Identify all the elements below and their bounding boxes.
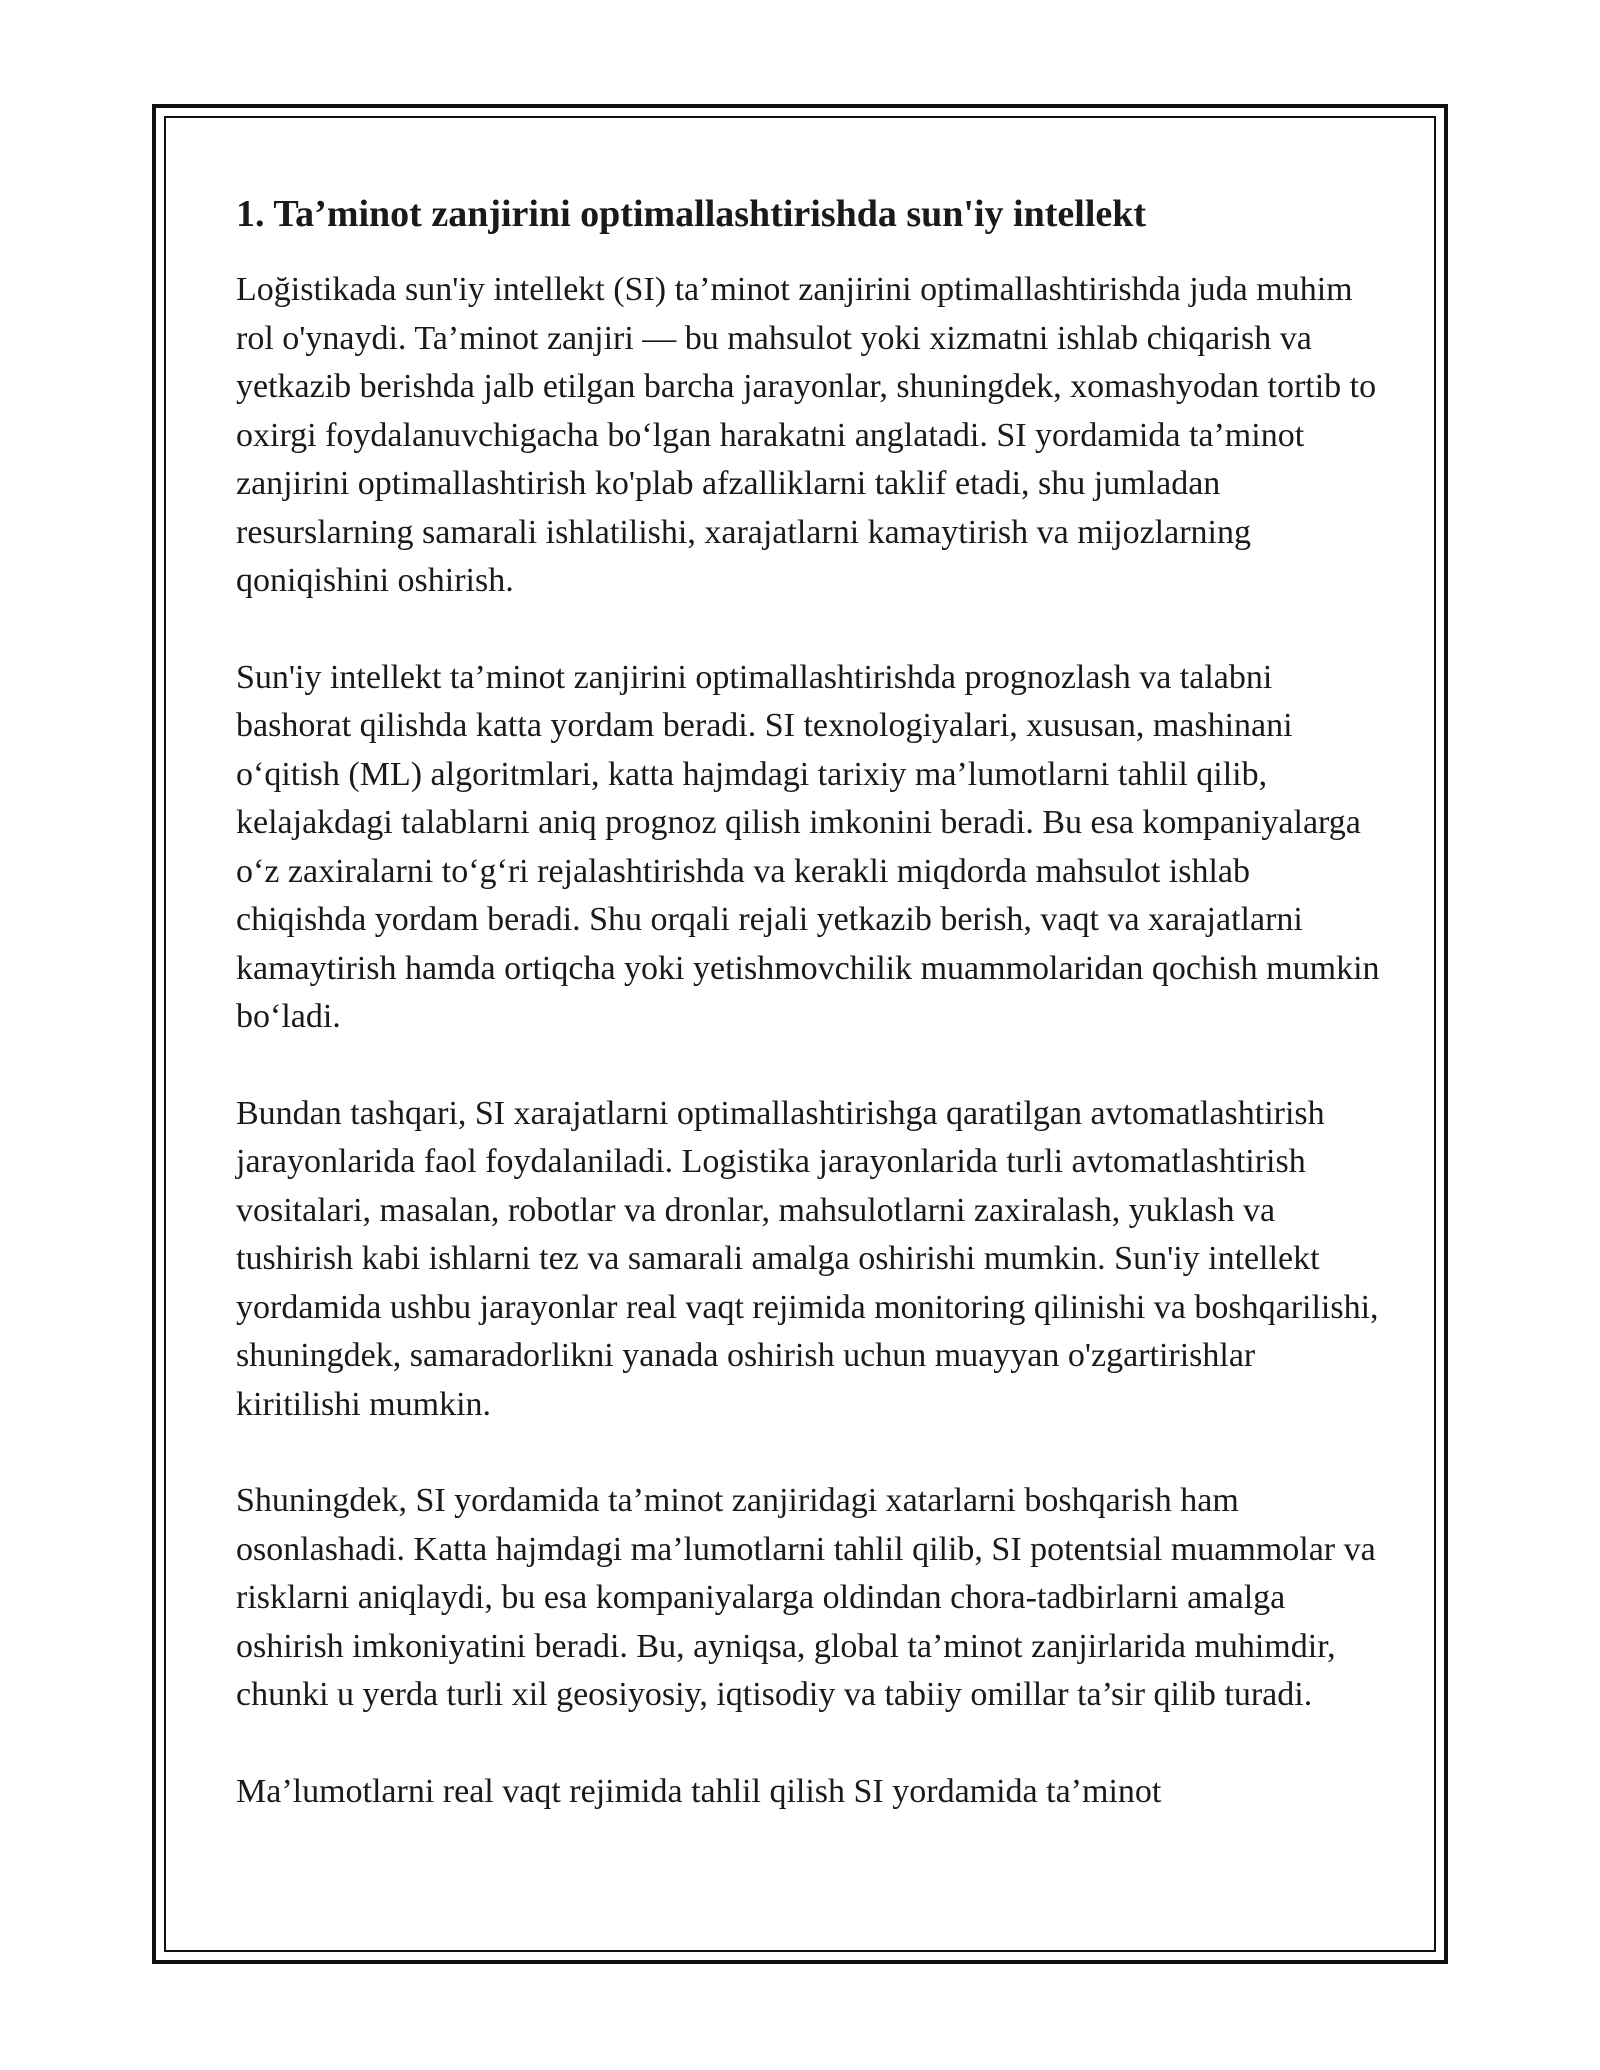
- paragraph-5: Ma’lumotlarni real vaqt rejimida tahlil qilish SI yordamida ta’minot: [236, 1772, 1162, 1810]
- paragraph-2: Sun'iy intellekt ta’minot zanjirini optimallashtirishda prognozlash va talabni bashorat qilishda katta yordam beradi. SI texnologiyalari, xususan, mashinani oʻqitish (ML) algoritmlari, katta hajmdagi tarixiy ma’lumotlarni tahlil qilib, kelajakdagi talablarni aniq prognoz qilish imkonini beradi. Bu esa kompaniyalarga oʻz zaxiralarni toʻgʻri rejalashtirishda va kerakli miqdorda mahsulot ishlab chiqishda yordam beradi. Shu orqali rejali yetkazib berish, vaqt va xarajatlarni kamaytirish hamda ortiqcha yoki yetishmovchilik muammolaridan qochish mumkin boʻladi.: [236, 658, 1380, 1035]
- document-body: [236, 190, 1386, 1816]
- paragraph-1: Loğistikada sun'iy intellekt (SI) ta’minot zanjirini optimallashtirishda juda muhim rol o'ynaydi. Ta’minot zanjiri — bu mahsulot yoki xizmatni ishlab chiqarish va yetkazib berishda jalb etilgan barcha jarayonlar, shuningdek, xomashyodan tortib to oxirgi foydalanuvchigacha boʻlgan harakatni anglatadi. SI yordamida ta’minot zanjirini optimallashtirish ko'plab afzalliklarni taklif etadi, shu jumladan resurslarning samarali ishlatilishi, xarajatlarni kamaytirish va mijozlarning qoniqishini oshirish.: [236, 271, 1377, 599]
- paragraph-3: Bundan tashqari, SI xarajatlarni optimallashtirishga qaratilgan avtomatlashtirish jarayonlarida faol foydalaniladi. Logistika jarayonlarida turli avtomatlashtirish vositalari, masalan, robotlar va dronlar, mahsulotlarni zaxiralash, yuklash va tushirish kabi ishlarni tez va samarali amalga oshirishi mumkin. Sun'iy intellekt yordamida ushbu jarayonlar real vaqt rejimida monitoring qilinishi va boshqarilishi, shuningdek, samaradorlikni yanada oshirish uchun muayyan o'zgartirishlar kiritilishi mumkin.: [236, 1094, 1379, 1423]
- section-title: 1. Ta’minot zanjirini optimallashtirishda sun'iy intellekt: [236, 193, 1147, 235]
- paragraph-4: Shuningdek, SI yordamida ta’minot zanjiridagi xatarlarni boshqarish ham osonlashadi. Katta hajmdagi ma’lumotlarni tahlil qilib, SI potentsial muammolar va risklarni aniqlaydi, bu esa kompaniyalarga oldindan chora-tadbirlarni amalga oshirish imkoniyatini beradi. Bu, ayniqsa, global ta’minot zanjirlarida muhimdir, chunki u yerda turli xil geosiyosiy, iqtisodiy va tabiiy omillar ta’sir qilib turadi.: [236, 1482, 1376, 1713]
